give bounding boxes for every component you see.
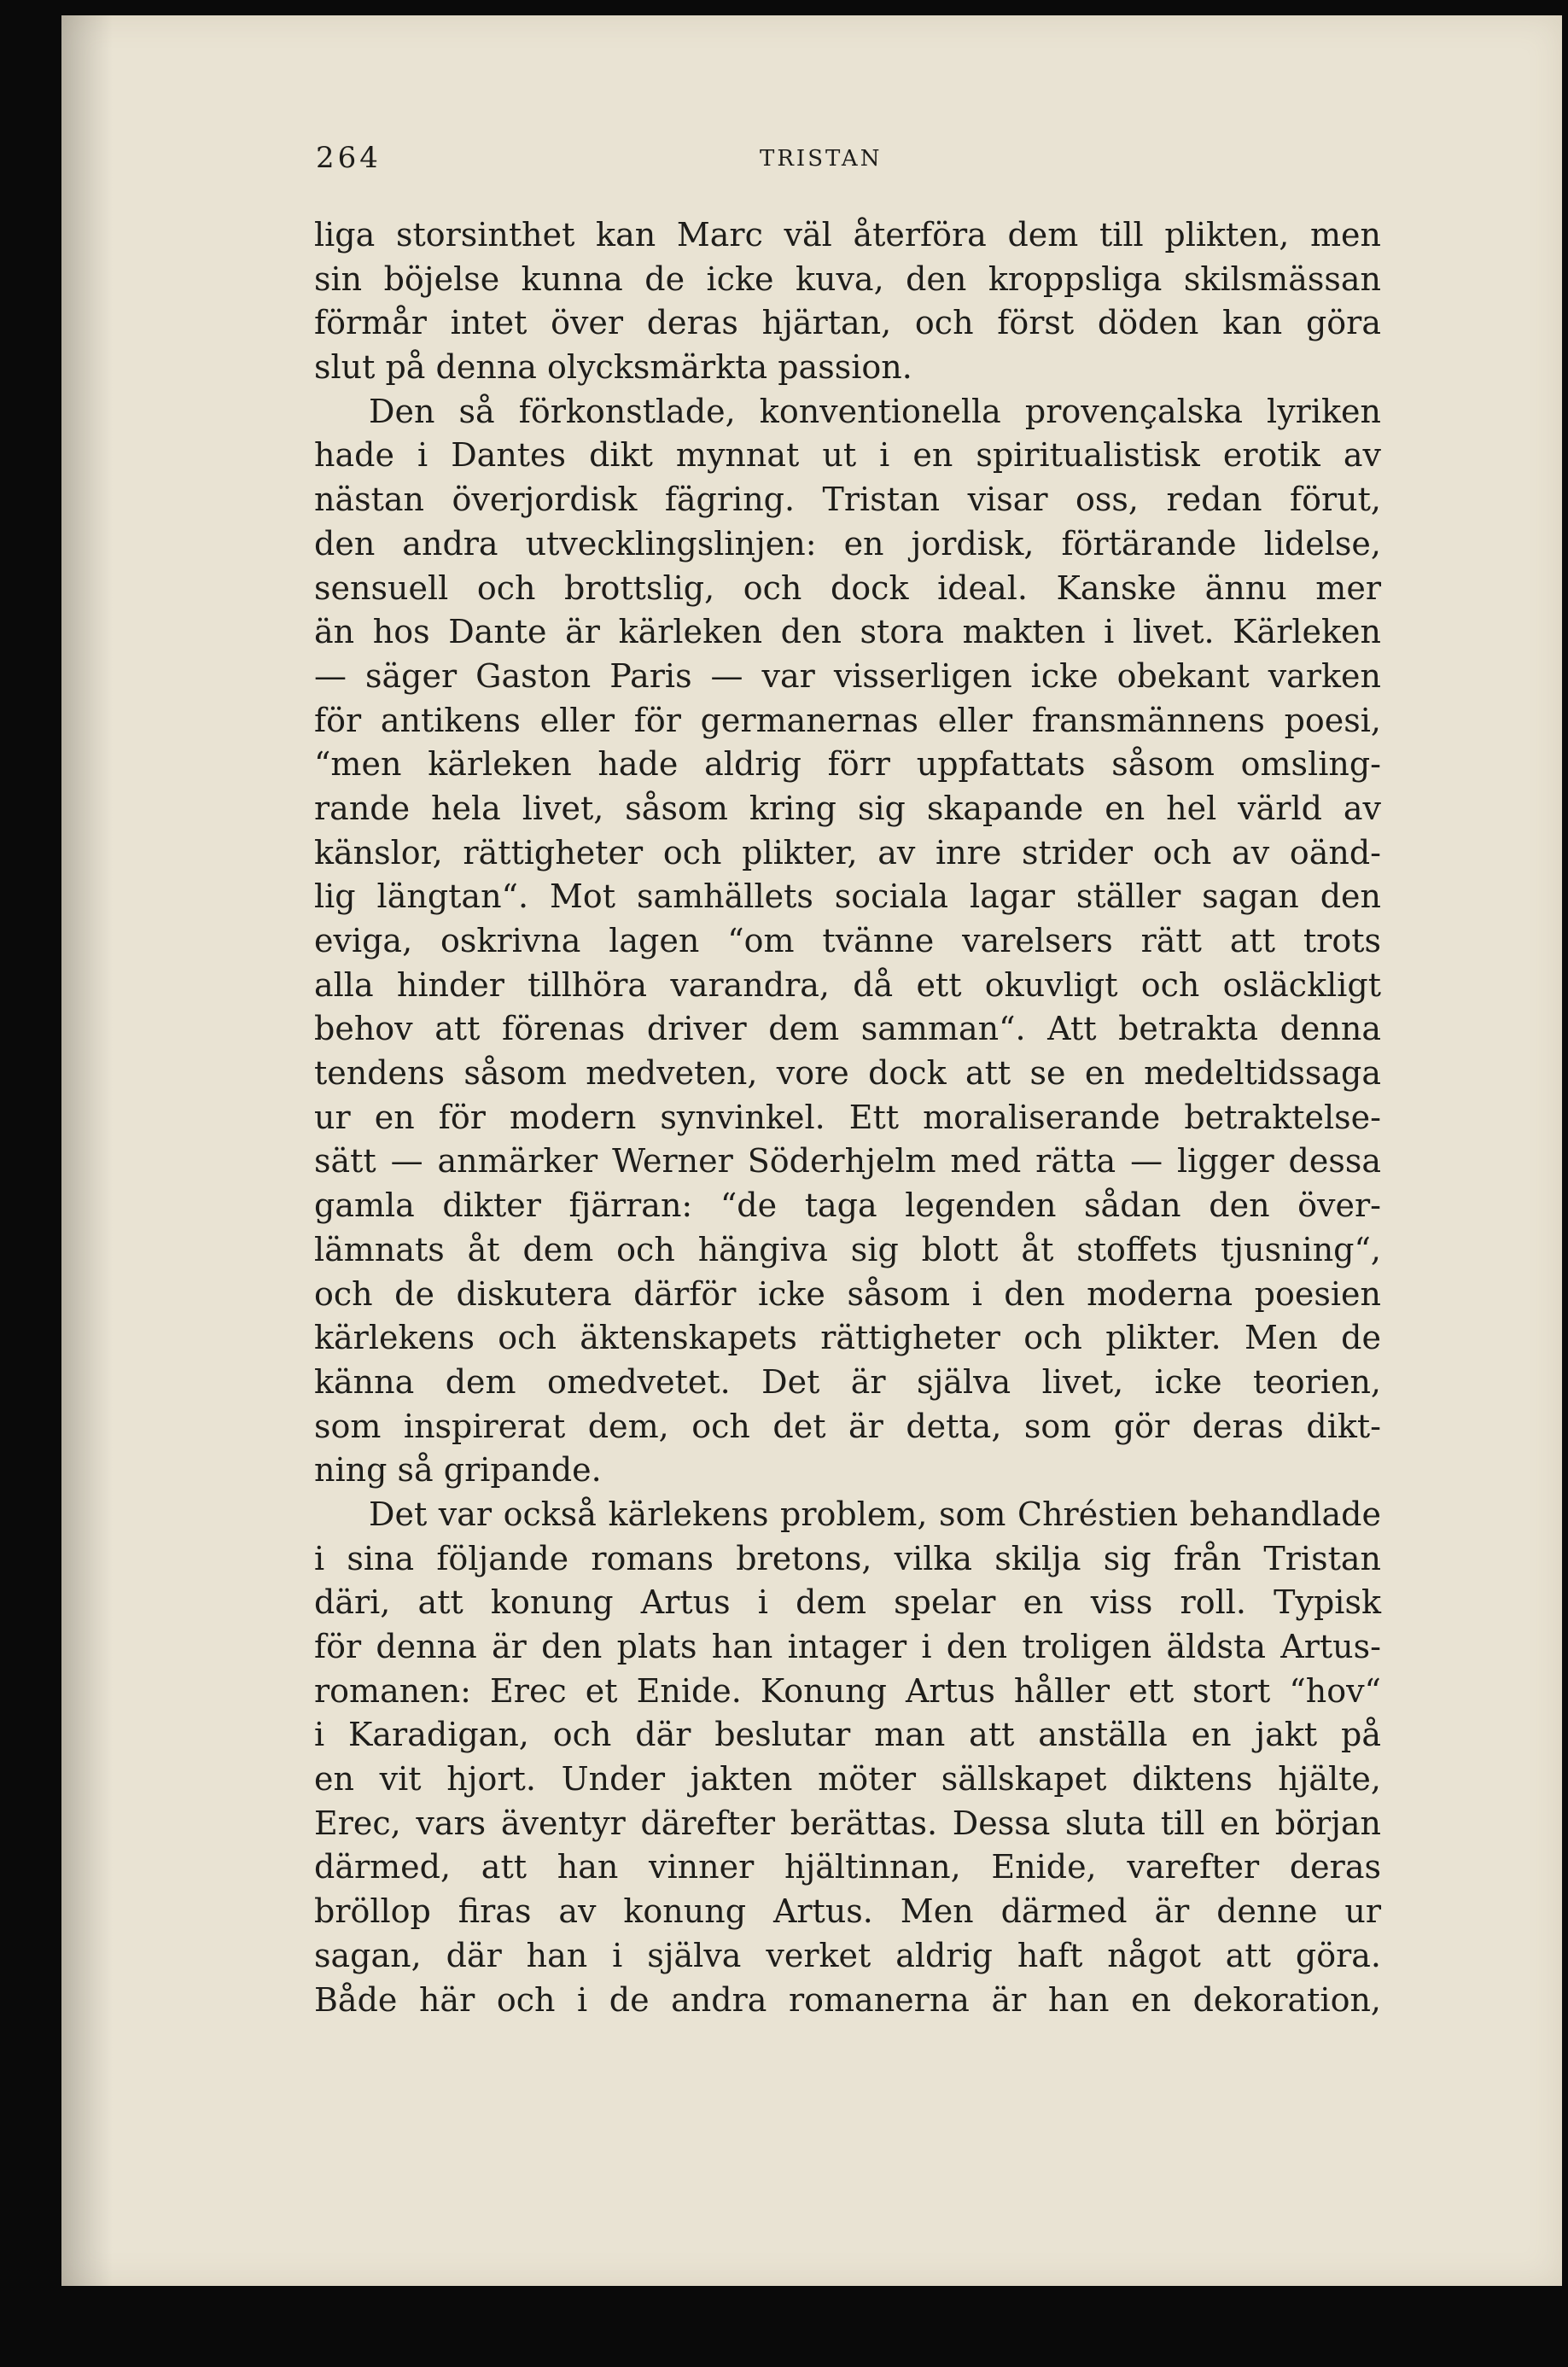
- text-line: tendens såsom medveten, vore dock att se en medeltidssaga: [314, 1054, 1381, 1093]
- text-line: sagan, där han i själva verket aldrig haft något att göra.: [314, 1936, 1381, 1974]
- text-line: däri, att konung Artus i dem spelar en viss roll. Typisk: [314, 1583, 1381, 1622]
- text-line: ur en för modern synvinkel. Ett moraliserande betraktelse-: [314, 1098, 1381, 1136]
- text-line: för denna är den plats han intager i den troligen äldsta Artus-: [314, 1628, 1381, 1665]
- text-line: nästan överjordisk fägring. Tristan visar oss, redan förut,: [314, 481, 1381, 519]
- text-line: Både här och i de andra romanerna är han en dekoration,: [314, 1980, 1381, 2019]
- text-line: hade i Dantes dikt mynnat ut i en spiritualistisk erotik av: [314, 436, 1381, 475]
- text-line: än hos Dante är kärleken den stora makten i livet. Kärleken: [314, 613, 1381, 651]
- text-line: sin böjelse kunna de icke kuva, den kroppsliga skilsmässan: [314, 259, 1381, 298]
- text-line: den andra utvecklingslinjen: en jordisk, förtärande lidelse,: [314, 524, 1381, 563]
- text-line: därmed, att han vinner hjältinnan, Enide, varefter deras: [314, 1848, 1381, 1886]
- text-line: sätt — anmärker Werner Söderhjelm med rätta — ligger dessa: [314, 1142, 1381, 1181]
- text-line: i sina följande romans bretons, vilka skilja sig från Tristan: [314, 1539, 1381, 1577]
- text-line: romanen: Erec et Enide. Konung Artus håller ett stort “hov“: [314, 1671, 1381, 1710]
- text-line: rande hela livet, såsom kring sig skapande en hel värld av: [314, 789, 1381, 827]
- text-line: kärlekens och äktenskapets rättigheter och plikter. Men de: [314, 1319, 1381, 1357]
- text-line: Erec, vars äventyr därefter berättas. Dessa sluta till en början: [314, 1804, 1381, 1842]
- page-number: 264: [316, 141, 382, 175]
- text-line: lig längtan“. Mot samhällets sociala lagar ställer sagan den: [314, 877, 1381, 916]
- text-line: känslor, rättigheter och plikter, av inre strider och av oänd-: [314, 833, 1381, 872]
- text-line: Den så förkonstlade, konventionella provençalska lyriken: [369, 392, 1381, 430]
- body-text: [314, 213, 1381, 2022]
- text-line: lämnats åt dem och hängiva sig blott åt stoffets tjusning“,: [314, 1230, 1381, 1268]
- text-line: som inspirerat dem, och det är detta, som gör deras dikt-: [314, 1407, 1381, 1445]
- text-line: känna dem omedvetet. Det är själva livet, icke teorien,: [314, 1362, 1381, 1401]
- binding-shadow: [61, 15, 113, 2286]
- text-line: behov att förenas driver dem samman“. Att betrakta denna: [314, 1010, 1381, 1048]
- text-line: i Karadigan, och där beslutar man att anställa en jakt på: [314, 1716, 1381, 1754]
- text-line: Det var också kärlekens problem, som Chréstien behandlade: [369, 1495, 1381, 1533]
- text-line: en vit hjort. Under jakten möter sällskapet diktens hjälte,: [314, 1760, 1381, 1799]
- text-line: och de diskutera därför icke såsom i den moderna poesien: [314, 1274, 1381, 1313]
- text-line: ning så gripande.: [314, 1451, 602, 1490]
- text-line: bröllop firas av konung Artus. Men därmed är denne ur: [314, 1892, 1381, 1931]
- running-title: TRISTAN: [760, 146, 883, 172]
- text-line: eviga, oskrivna lagen “om tvänne varelsers rätt att trots: [314, 922, 1381, 959]
- text-line: “men kärleken hade aldrig förr uppfattats såsom omsling-: [314, 745, 1381, 784]
- text-line: förmår intet över deras hjärtan, och först döden kan göra: [314, 304, 1381, 342]
- text-line: — säger Gaston Paris — var visserligen icke obekant varken: [314, 656, 1381, 695]
- text-line: liga storsinthet kan Marc väl återföra dem till plikten, men: [314, 216, 1381, 254]
- text-line: alla hinder tillhöra varandra, då ett okuvligt och osläckligt: [314, 965, 1381, 1004]
- text-line: slut på denna olycksmärkta passion.: [314, 348, 912, 387]
- text-line: gamla dikter fjärran: “de taga legenden sådan den över-: [314, 1186, 1381, 1225]
- text-line: sensuell och brottslig, och dock ideal. Kanske ännu mer: [314, 568, 1381, 607]
- page-header: [316, 141, 1434, 184]
- text-line: för antikens eller för germanernas eller fransmännens poesi,: [314, 701, 1381, 739]
